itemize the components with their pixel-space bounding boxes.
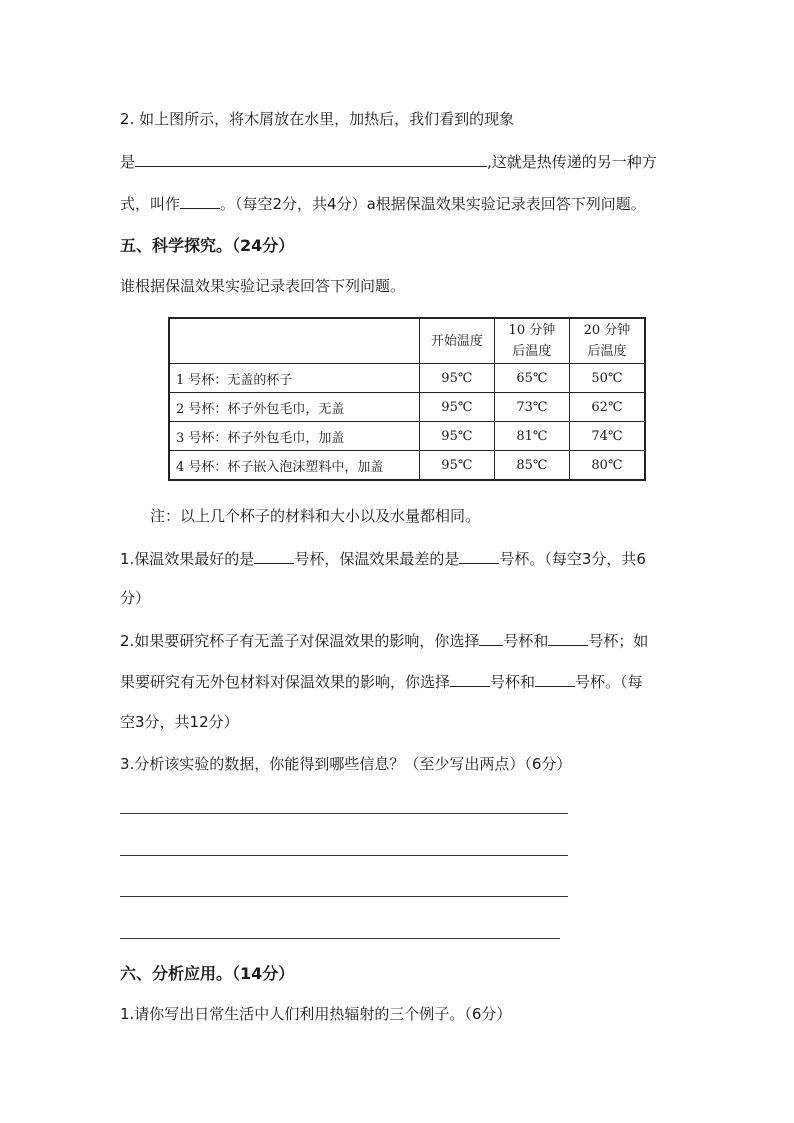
table-row (169, 364, 645, 393)
section-5-title: 五、科学探究。（24分） (120, 236, 295, 255)
cup-10min-temp: 73℃ (494, 393, 569, 422)
q5-1-blank-worst[interactable] (459, 547, 499, 564)
q2-blank-phenomenon[interactable] (135, 150, 487, 167)
header-10min-line2: 后温度 (512, 344, 552, 359)
cup-20min-temp: 62℃ (569, 393, 645, 422)
table-note: 注：以上几个杯子的材料和大小以及水量都相同。 (150, 507, 481, 525)
q5-1-text-b: 号杯，保温效果最差的是 (294, 550, 460, 568)
table-row (169, 451, 645, 481)
insulation-results-table (168, 317, 646, 481)
cup-10min-temp: 65℃ (494, 364, 569, 393)
section-5-intro: 谁根据保温效果实验记录表回答下列问题。 (120, 277, 406, 295)
q5-1-line-2: 分） (120, 589, 151, 607)
cup-label: 3 号杯：杯子外包毛巾，加盖 (169, 422, 419, 451)
header-10min-line1: 10 分钟 (508, 323, 556, 338)
q5-2-line-2 (120, 670, 643, 692)
table-header-blank (169, 318, 419, 364)
q5-2-blank-lid-1[interactable] (479, 629, 503, 646)
answer-line-1[interactable] (120, 813, 568, 814)
q5-2-text-e: 号杯和 (490, 673, 536, 691)
q2-line-3 (120, 192, 646, 214)
q2-line-3-prefix: 式，叫作 (120, 195, 181, 213)
q5-2-blank-lid-2[interactable] (548, 629, 588, 646)
q5-1-text-a: 1.保温效果最好的是 (120, 550, 255, 568)
table-header-row (169, 318, 645, 364)
cup-10min-temp: 81℃ (494, 422, 569, 451)
table-row (169, 422, 645, 451)
q5-2-line-1 (120, 629, 648, 651)
q5-2-text-d: 果要研究有无外包材料对保温效果的影响，你选择 (120, 673, 451, 691)
cup-start-temp: 95℃ (419, 364, 494, 393)
q2-line-3-suffix: 。（每空2分，共4分）a根据保温效果实验记录表回答下列问题。 (220, 195, 646, 213)
header-start-text: 开始温度 (430, 333, 483, 349)
q5-2-blank-wrap-1[interactable] (450, 670, 490, 687)
cup-10min-temp: 85℃ (494, 451, 569, 481)
answer-line-2[interactable] (120, 855, 568, 856)
q2-line-2-suffix: ,这就是热传递的另一种方 (487, 153, 657, 171)
q5-2-text-a: 2.如果要研究杯子有无盖子对保温效果的影响，你选择 (120, 632, 480, 650)
cup-label: 2 号杯：杯子外包毛巾，无盖 (169, 393, 419, 422)
table-header-20min (569, 318, 645, 364)
q5-2-text-b: 号杯和 (503, 632, 549, 650)
q5-1-line-1 (120, 547, 646, 569)
q5-2-blank-wrap-2[interactable] (535, 670, 575, 687)
cup-start-temp: 95℃ (419, 451, 494, 481)
q5-2-text-c: 号杯；如 (588, 632, 649, 650)
section-6-title: 六、分析应用。（14分） (120, 964, 295, 983)
table-header-10min (494, 318, 569, 364)
cup-label: 4 号杯：杯子嵌入泡沫塑料中，加盖 (169, 451, 419, 481)
header-20min-line2: 后温度 (587, 344, 627, 359)
cup-20min-temp: 80℃ (569, 451, 645, 481)
table-row (169, 393, 645, 422)
q2-line-2-prefix: 是 (120, 153, 136, 171)
q5-3-question: 3.分析该实验的数据，你能得到哪些信息？（至少写出两点）（6分） (120, 755, 572, 773)
q5-1-blank-best[interactable] (254, 547, 294, 564)
q2-line-2 (120, 150, 657, 172)
q5-2-text-f: 号杯。（每 (575, 673, 643, 691)
section-6-q1: 1.请你写出日常生活中人们利用热辐射的三个例子。（6分） (120, 1005, 512, 1023)
q2-line-1: 2. 如上图所示，将木屑放在水里，加热后，我们看到的现象 (120, 110, 515, 128)
table-header-start (419, 318, 494, 364)
cup-label: 1 号杯：无盖的杯子 (169, 364, 419, 393)
header-20min-line1: 20 分钟 (583, 323, 631, 338)
answer-line-3[interactable] (120, 896, 568, 897)
answer-line-4[interactable] (120, 938, 560, 939)
cup-20min-temp: 74℃ (569, 422, 645, 451)
q5-2-line-3: 空3分，共12分） (120, 713, 239, 731)
cup-20min-temp: 50℃ (569, 364, 645, 393)
q5-1-text-c: 号杯。（每空3分，共6 (499, 550, 646, 568)
q2-blank-method[interactable] (180, 192, 220, 209)
cup-start-temp: 95℃ (419, 422, 494, 451)
cup-start-temp: 95℃ (419, 393, 494, 422)
